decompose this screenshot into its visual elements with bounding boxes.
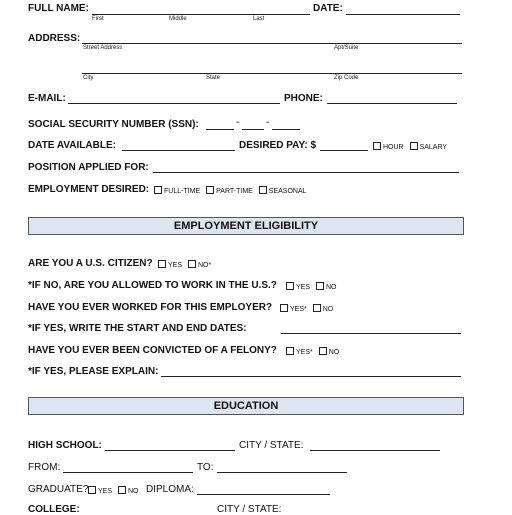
pay-type-options	[369, 142, 447, 151]
felony-yes-checkbox[interactable]	[286, 347, 294, 355]
salary-checkbox[interactable]	[410, 142, 418, 150]
to-field[interactable]	[217, 472, 347, 473]
full-name-label: FULL NAME:	[28, 3, 89, 14]
ssn-part2-field[interactable]	[242, 129, 264, 130]
from-label: FROM:	[28, 462, 61, 473]
start-end-dates-label: *IF YES, WRITE THE START AND END DATES:	[28, 323, 247, 334]
seasonal-checkbox[interactable]	[259, 186, 267, 194]
citizen-yes-checkbox[interactable]	[158, 260, 166, 268]
college-city-state-label: CITY / STATE:	[217, 504, 282, 515]
full-time-checkbox[interactable]	[154, 186, 162, 194]
seasonal-label: SEASONAL	[268, 188, 307, 195]
ssn-dash-1: -	[236, 117, 240, 128]
ssn-dash-2: -	[266, 117, 270, 128]
high-school-city-state-label: CITY / STATE:	[239, 440, 304, 451]
explain-field[interactable]	[161, 376, 461, 377]
address-label: ADDRESS:	[28, 33, 81, 44]
email-label: E-MAIL:	[28, 93, 66, 104]
street-sublabel: Street Address	[83, 45, 123, 51]
full-time-label: FULL-TIME	[164, 188, 201, 195]
ssn-part1-field[interactable]	[206, 129, 234, 130]
zip-sublabel: Zip Code	[334, 75, 359, 81]
college-label: COLLEGE:	[28, 504, 80, 515]
last-sublabel: Last	[253, 16, 265, 22]
worked-before-yes-checkbox[interactable]	[280, 304, 288, 312]
felony-yes-label: YES*	[296, 349, 313, 356]
salary-label: SALARY	[419, 144, 448, 151]
high-school-label: HIGH SCHOOL:	[28, 440, 102, 451]
felony-no-label: NO	[328, 349, 340, 356]
felony-no-checkbox[interactable]	[319, 347, 327, 355]
part-time-label: PART-TIME	[216, 188, 253, 195]
street-field[interactable]	[82, 43, 462, 44]
graduate-yes-label: YES	[98, 488, 113, 495]
date-available-field[interactable]	[122, 150, 235, 151]
employment-desired-label: EMPLOYMENT DESIRED:	[28, 184, 150, 195]
citizen-no-label: NO*	[197, 262, 212, 269]
explain-label: *IF YES, PLEASE EXPLAIN:	[28, 366, 159, 377]
position-label: POSITION APPLIED FOR:	[28, 162, 149, 173]
eligibility-section-header: EMPLOYMENT ELIGIBILITY	[28, 217, 464, 235]
diploma-label: DIPLOMA:	[146, 484, 194, 495]
from-field[interactable]	[63, 472, 193, 473]
part-time-checkbox[interactable]	[206, 186, 214, 194]
full-name-field[interactable]	[92, 14, 310, 15]
desired-pay-label: DESIRED PAY: $	[239, 140, 317, 151]
employment-type-options	[150, 186, 307, 195]
position-field[interactable]	[153, 172, 459, 173]
graduate-label: GRADUATE?	[28, 484, 89, 495]
felony-question: HAVE YOU EVER BEEN CONVICTED OF A FELONY?	[28, 345, 277, 356]
work-allowed-question: *IF NO, ARE YOU ALLOWED TO WORK IN THE U.S.?	[28, 280, 277, 291]
work-allowed-options	[282, 282, 336, 291]
work-allowed-yes-label: YES	[296, 284, 311, 291]
state-sublabel: State	[206, 75, 221, 81]
date-field[interactable]	[346, 14, 460, 15]
first-sublabel: First	[92, 16, 104, 22]
diploma-field[interactable]	[197, 494, 330, 495]
start-end-dates-field[interactable]	[281, 333, 461, 334]
date-label: DATE:	[313, 3, 343, 14]
apt-sublabel: Apt/Suite	[334, 45, 359, 51]
worked-before-options	[276, 304, 333, 313]
phone-field[interactable]	[327, 103, 457, 104]
hour-label: HOUR	[383, 144, 404, 151]
worked-before-question: HAVE YOU EVER WORKED FOR THIS EMPLOYER?	[28, 302, 273, 313]
work-allowed-no-checkbox[interactable]	[316, 282, 324, 290]
citizen-no-checkbox[interactable]	[188, 260, 196, 268]
worked-before-no-checkbox[interactable]	[313, 304, 321, 312]
desired-pay-field[interactable]	[320, 150, 368, 151]
graduate-options	[84, 486, 138, 495]
to-label: TO:	[197, 462, 214, 473]
citizen-options	[154, 260, 211, 269]
work-allowed-yes-checkbox[interactable]	[286, 282, 294, 290]
phone-label: PHONE:	[284, 93, 323, 104]
work-allowed-no-label: NO	[325, 284, 337, 291]
worked-before-yes-label: YES*	[290, 306, 307, 313]
date-available-label: DATE AVAILABLE:	[28, 140, 116, 151]
ssn-label: SOCIAL SECURITY NUMBER (SSN):	[28, 119, 199, 130]
middle-sublabel: Middle	[169, 16, 187, 22]
graduate-yes-checkbox[interactable]	[88, 486, 96, 494]
high-school-city-state-field[interactable]	[310, 450, 440, 451]
graduate-no-checkbox[interactable]	[118, 486, 126, 494]
high-school-field[interactable]	[105, 450, 235, 451]
felony-options	[282, 347, 339, 356]
worked-before-no-label: NO	[322, 306, 334, 313]
citizen-yes-label: YES	[168, 262, 183, 269]
hour-checkbox[interactable]	[373, 142, 381, 150]
education-section-header: EDUCATION	[28, 397, 464, 415]
email-field[interactable]	[68, 103, 280, 104]
citizen-question: ARE YOU A U.S. CITIZEN?	[28, 258, 153, 269]
city-state-zip-field[interactable]	[82, 73, 462, 74]
ssn-part3-field[interactable]	[272, 129, 300, 130]
city-sublabel: City	[83, 75, 94, 81]
graduate-no-label: NO	[127, 488, 139, 495]
